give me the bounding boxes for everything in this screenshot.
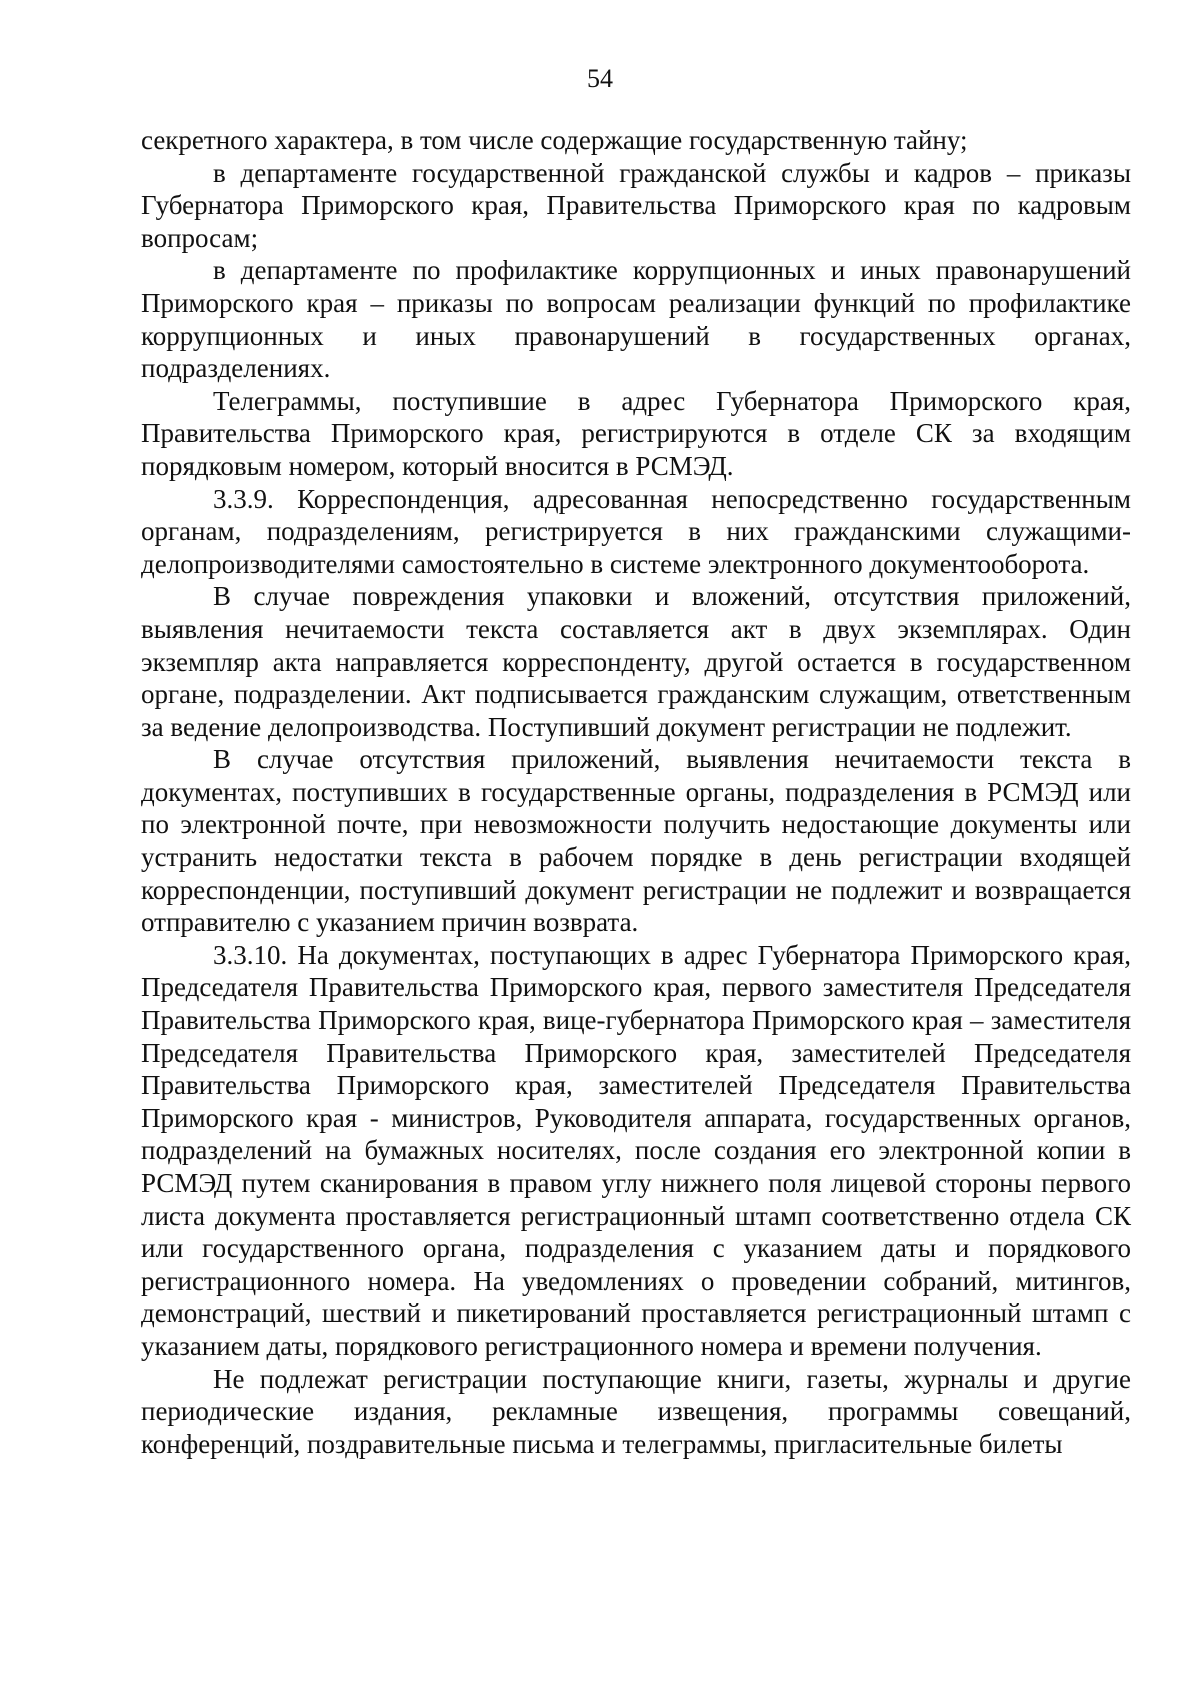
paragraph: В случае отсутствия приложений, выявления нечитаемости текста в документах, поступивших в государственные органы, подразделения в РСМЭД или по электронной почте, при невозможности получить недостающие документы или устранить недостатки текста в рабочем порядке в день регистрации входящей корреспонденции, поступивший документ регистрации не подлежит и возвращается отправителю с указанием причин возврата. [141,744,1131,938]
paragraph: 3.3.9. Корреспонденция, адресованная непосредственно государственным органам, подразделениям, регистрируется в них гражданскими служащими-делопроизводителями самостоятельно в системе электронного документооборота. [141,483,1131,579]
paragraph: Не подлежат регистрации поступающие книги, газеты, журналы и другие периодические издания, рекламные извещения, программы совещаний, конференций, поздравительные письма и телеграммы, пригласительные билеты [141,1363,1131,1459]
page-number: 54 [587,64,613,93]
paragraph: В случае повреждения упаковки и вложений, отсутствия приложений, выявления нечитаемости текста составляется акт в двух экземплярах. Один экземпляр акта направляется корреспонденту, другой остается в государственном органе, подразделении. Акт подписывается гражданским служащим, ответственным за ведение делопроизводства. Поступивший документ регистрации не подлежит. [141,581,1131,742]
document-body [141,124,1131,1460]
paragraph: 3.3.10. На документах, поступающих в адрес Губернатора Приморского края, Председателя Правительства Приморского края, первого заместителя Председателя Правительства Приморского края, вице-губернатора Приморского края – заместителя Председателя Правительства Приморского края, заместителей Председателя Правительства Приморского края, заместителей Председателя Правительства Приморского края - министров, Руководителя аппарата, государственных органов, подразделений на бумажных носителях, после создания его электронной копии в РСМЭД путем сканирования в правом углу нижнего поля лицевой стороны первого листа документа проставляется регистрационный штамп соответственно отдела СК или государственного органа, подразделения с указанием даты и порядкового регистрационного номера. На уведомлениях о проведении собраний, митингов, демонстраций, шествий и пикетирований проставляется регистрационный штамп с указанием даты, порядкового регистрационного номера и времени получения. [141,939,1131,1361]
paragraph: в департаменте государственной гражданской службы и кадров – приказы Губернатора Приморского края, Правительства Приморского края по кадровым вопросам; [141,157,1131,253]
paragraph: Телеграммы, поступившие в адрес Губернатора Приморского края, Правительства Приморского края, регистрируются в отделе СК за входящим порядковым номером, который вносится в РСМЭД. [141,385,1131,481]
paragraph: секретного характера, в том числе содержащие государственную тайну; [141,125,968,155]
paragraph: в департаменте по профилактике коррупционных и иных правонарушений Приморского края – приказы по вопросам реализации функций по профилактике коррупционных и иных правонарушений в государственных органах, подразделениях. [141,255,1131,384]
